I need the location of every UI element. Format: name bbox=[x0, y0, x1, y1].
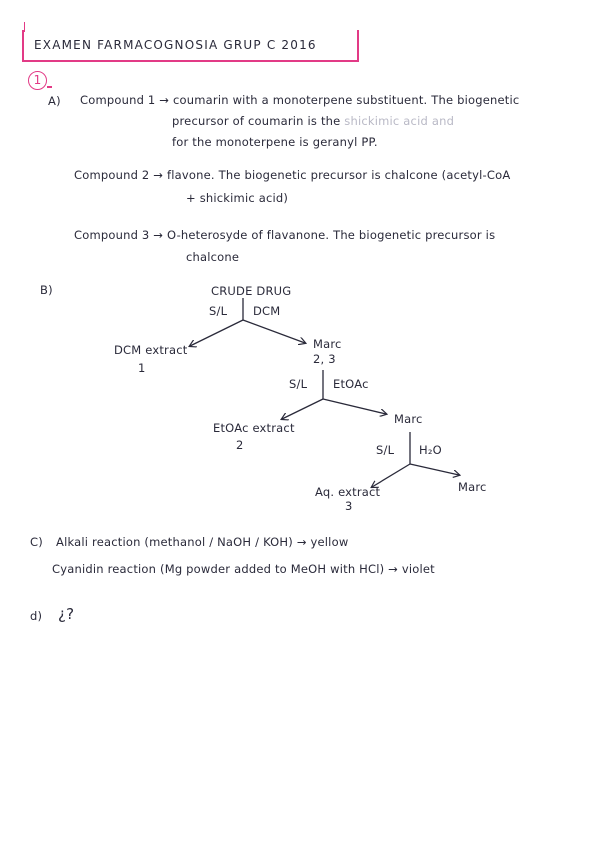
compound1-line2-text: precursor of coumarin is the bbox=[172, 114, 341, 128]
etoac-extract-number: 2 bbox=[236, 438, 244, 452]
section-d-label: d) bbox=[30, 609, 43, 623]
section-b-label: B) bbox=[40, 283, 53, 297]
exam-title: EXAMEN FARMACOGNOSIA GRUP C 2016 bbox=[34, 38, 317, 52]
compound1-line3: for the monoterpene is geranyl PP. bbox=[172, 135, 378, 149]
compound2-line1: Compound 2 → flavone. The biogenetic precursor is chalcone (acetyl-CoA bbox=[74, 168, 511, 182]
section-c-label: C) bbox=[30, 535, 43, 549]
step1-solvent-label: S/L bbox=[209, 304, 228, 318]
step3-solvent-label: S/L bbox=[376, 443, 395, 457]
marc1-compounds: 2, 3 bbox=[313, 352, 336, 366]
section-d-answer: ¿? bbox=[58, 605, 75, 623]
step2-solvent-label: S/L bbox=[289, 377, 308, 391]
compound2-line2: + shickimic acid) bbox=[186, 191, 289, 205]
step3-solvent: H₂O bbox=[419, 443, 442, 457]
section-a-label: A) bbox=[48, 94, 61, 108]
question-number: 1 bbox=[28, 71, 47, 90]
arrow-to-etoac-extract bbox=[282, 399, 323, 419]
alkali-reaction-line: Alkali reaction (methanol / NaOH / KOH) → yellow bbox=[56, 535, 349, 549]
step2-solvent: EtOAc bbox=[333, 377, 369, 391]
etoac-extract-label: EtOAc extract bbox=[213, 421, 295, 435]
aq-extract-label: Aq. extract bbox=[315, 485, 381, 499]
arrow-to-marc2 bbox=[323, 399, 386, 414]
compound3-line2: chalcone bbox=[186, 250, 240, 264]
crude-drug-label: CRUDE DRUG bbox=[211, 284, 292, 298]
step1-solvent: DCM bbox=[253, 304, 281, 318]
marc3-label: Marc bbox=[458, 480, 487, 494]
aq-extract-number: 3 bbox=[345, 499, 353, 513]
cyanidin-reaction-line: Cyanidin reaction (Mg powder added to MeOH with HCl) → violet bbox=[52, 562, 435, 576]
compound3-line1: Compound 3 → O-heterosyde of flavanone. The biogenetic precursor is bbox=[74, 228, 496, 242]
marc2-label: Marc bbox=[394, 412, 423, 426]
dcm-extract-label: DCM extract bbox=[114, 343, 188, 357]
compound1-line1: Compound 1 → coumarin with a monoterpene substituent. The biogenetic bbox=[80, 93, 520, 107]
arrow-to-marc3 bbox=[410, 464, 459, 475]
compound1-line2-faint: shickimic acid and bbox=[344, 114, 455, 128]
marc1-label: Marc bbox=[313, 337, 342, 351]
arrow-to-dcm-extract bbox=[190, 320, 243, 346]
arrow-to-aq-extract bbox=[372, 464, 410, 487]
dcm-extract-number: 1 bbox=[138, 361, 146, 375]
arrow-to-marc1 bbox=[243, 320, 305, 343]
